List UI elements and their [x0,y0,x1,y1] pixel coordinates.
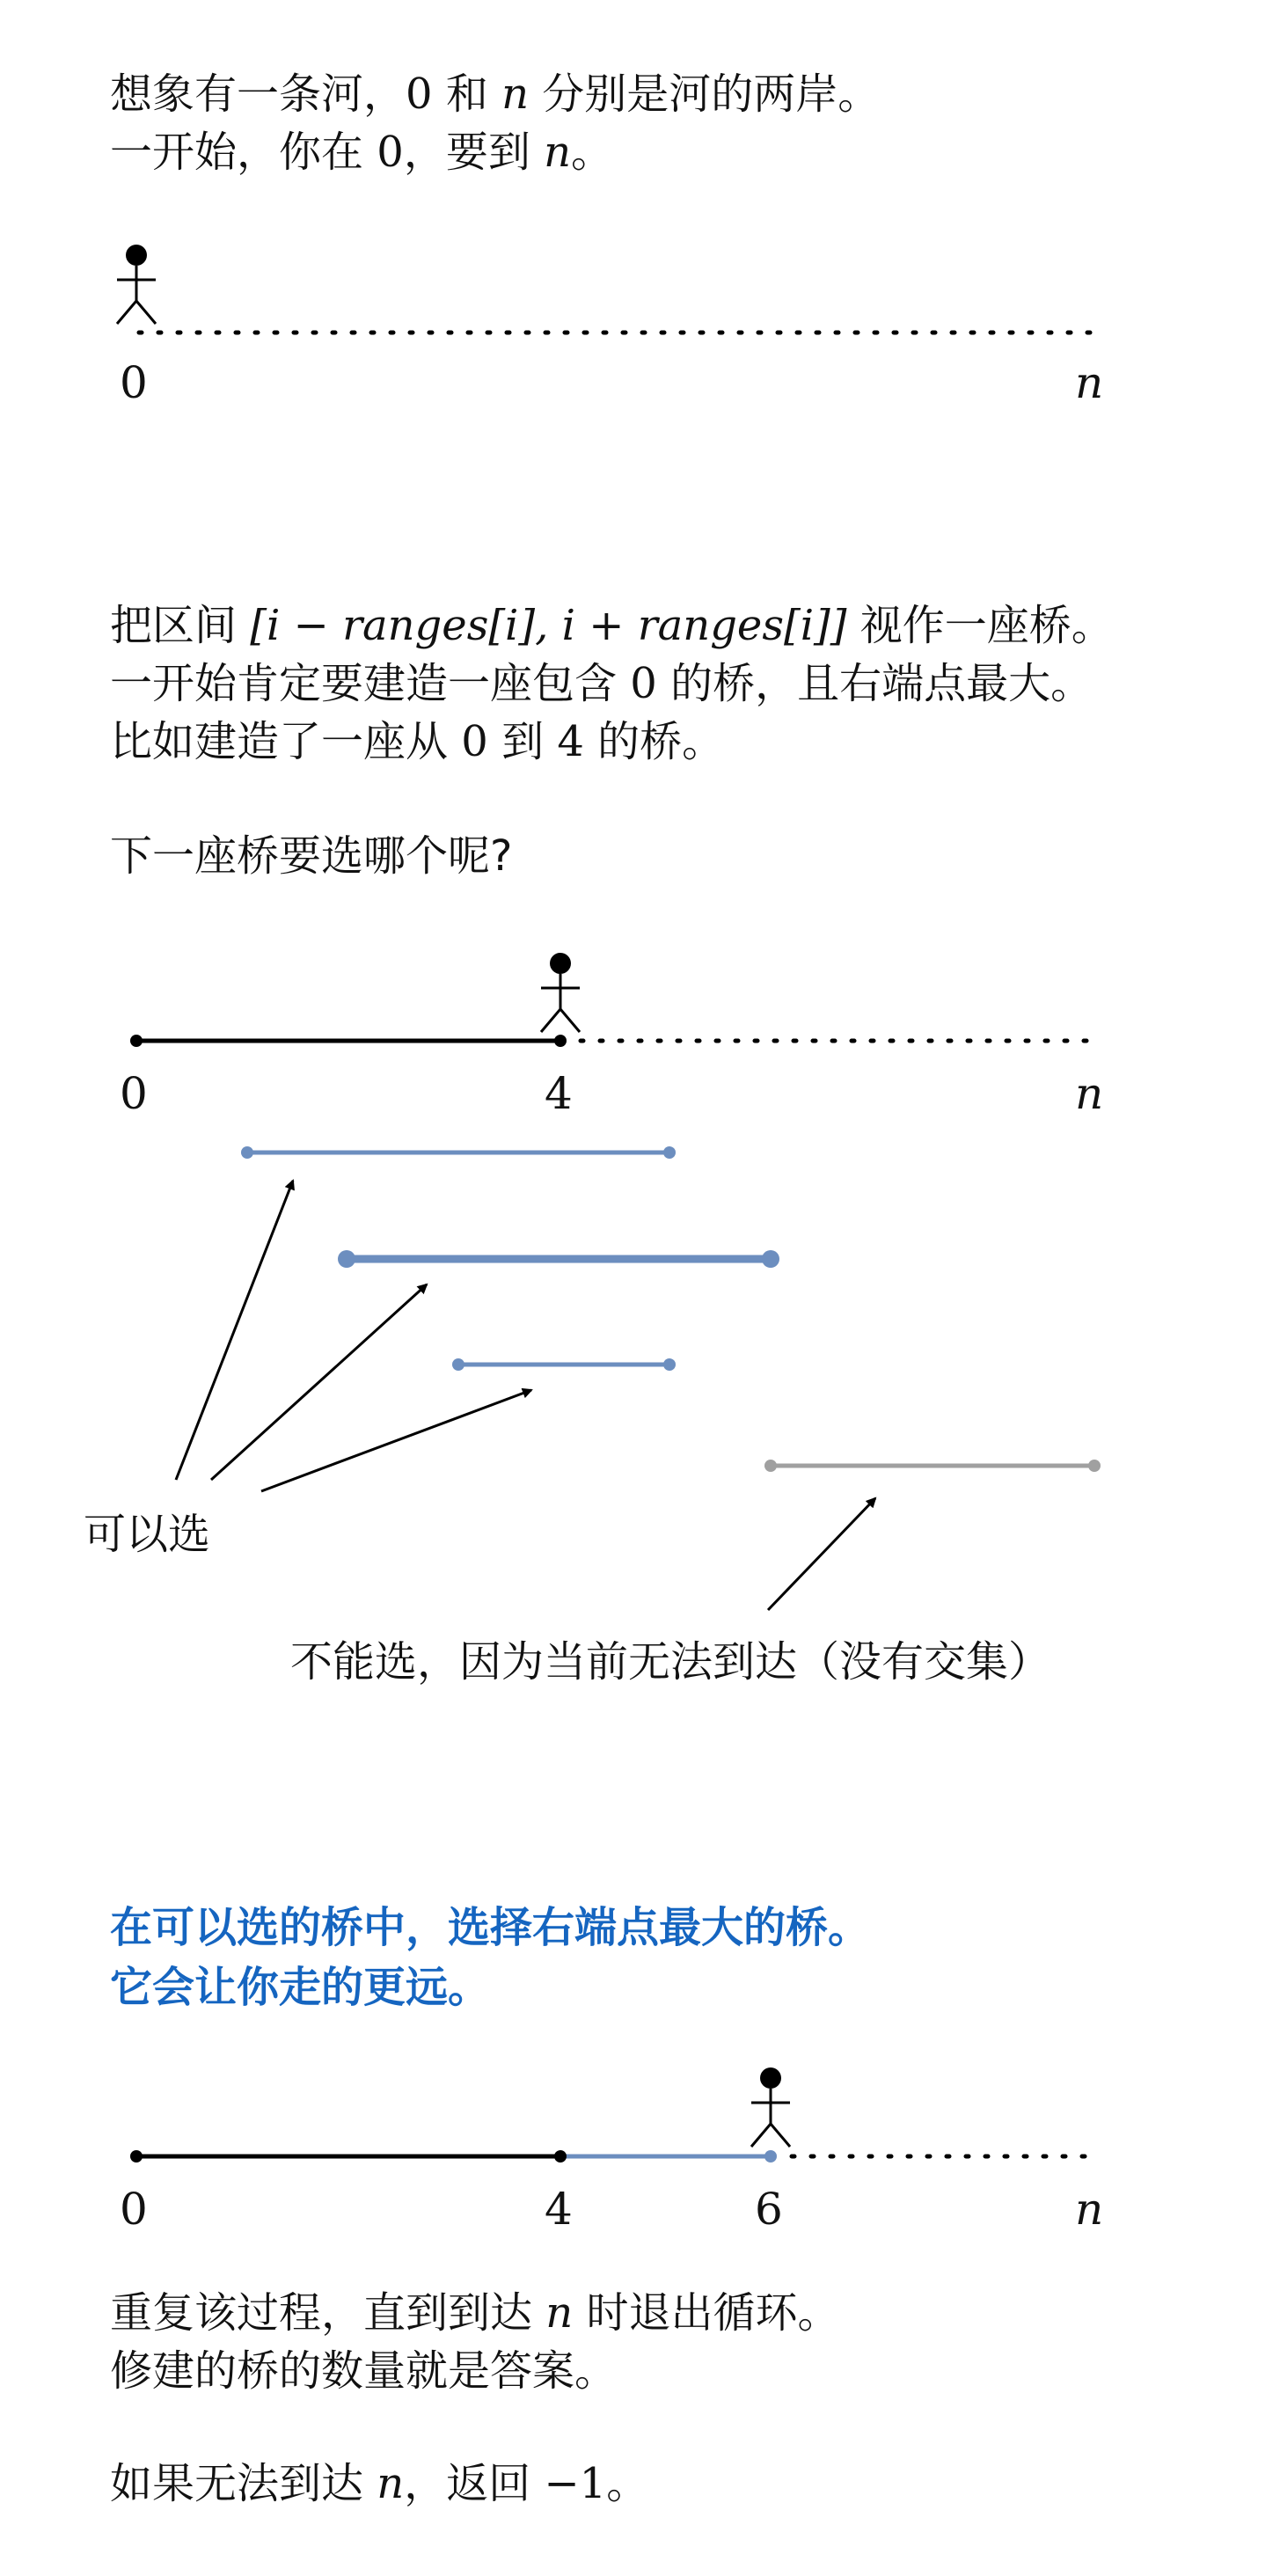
text: 的桥，且右端点最大。 [656,659,1093,708]
bridge-endpoint [554,2150,567,2163]
math-minus-one: −1 [544,2459,607,2508]
text: 下一座桥要选哪个呢? [110,831,513,881]
math-n: n [501,70,530,119]
arrow-to-bridge-1 [176,1181,293,1480]
bridge-endpoint [130,2150,143,2163]
label-six: 6 [755,2184,783,2235]
label-zero: 0 [120,2184,148,2235]
label-four: 4 [545,2184,573,2235]
text: 分别是河的两岸。 [529,70,881,119]
selectable-label: 可以选 [84,1510,211,1559]
math-zero: 0 [461,717,488,766]
arrow-to-bridge-2 [211,1284,427,1480]
text: ，要到 [403,128,545,177]
text: 到 [487,717,558,766]
text: 在可以选的桥中，选择右端点最大的桥。 [110,1903,871,1952]
text: 时退出循环。 [573,2288,840,2338]
text: 一开始，你在 [110,128,377,177]
diagram-river [117,245,1103,408]
math-n: n [544,128,571,177]
bridge-endpoint [663,1358,676,1371]
math-n: n [377,2459,405,2508]
stick-figure-icon [751,2067,790,2147]
diagram-next-bridge [120,2067,1103,2235]
text: ，返回 [404,2459,545,2508]
label-n: n [1075,357,1104,408]
unselectable-label: 不能选，因为当前无法到达（没有交集） [290,1637,1051,1687]
text: 重复该过程，直到到达 [110,2288,546,2338]
arrow-to-bridge-3 [261,1390,531,1491]
bridge-endpoint [1088,1460,1101,1472]
text: 比如建造了一座从 [110,717,462,766]
arrow-to-unreachable [768,1498,875,1610]
text: 的桥。 [583,717,725,766]
text: 。 [571,128,614,177]
text: 视作一座桥。 [846,601,1114,650]
stick-figure-icon [541,953,580,1032]
stick-figure-icon [117,245,156,324]
math-zero: 0 [377,128,404,177]
math-zero: 0 [406,70,433,119]
math-four: 4 [557,717,584,766]
text: 一开始肯定要建造一座包含 [110,659,631,708]
text: 把区间 [110,601,251,650]
diagram-choose-bridge [84,953,1103,1687]
text: 修建的桥的数量就是答案。 [110,2346,618,2396]
bridge-endpoint [764,1460,777,1472]
bridge-endpoint [762,1250,779,1268]
bridge-endpoint [130,1035,143,1047]
text: 和 [432,70,502,119]
math-n: n [545,2288,574,2338]
label-four: 4 [545,1068,573,1119]
bridge-endpoint [663,1146,676,1159]
math-zero: 0 [630,659,657,708]
label-zero: 0 [120,357,148,408]
label-zero: 0 [120,1068,148,1119]
label-n: n [1075,1068,1104,1119]
bridge-endpoint [554,1035,567,1047]
math-interval: [i − ranges[i], i + ranges[i]] [250,601,847,650]
label-n: n [1075,2184,1104,2235]
text: 它会让你走的更远。 [110,1963,491,2012]
text: 想象有一条河， [110,70,406,119]
bridge-endpoint [764,2150,777,2163]
bridge-endpoint [452,1358,464,1371]
text: 如果无法到达 [110,2459,377,2508]
bridge-endpoint [338,1250,355,1268]
text: 。 [606,2459,649,2508]
bridge-endpoint [241,1146,253,1159]
